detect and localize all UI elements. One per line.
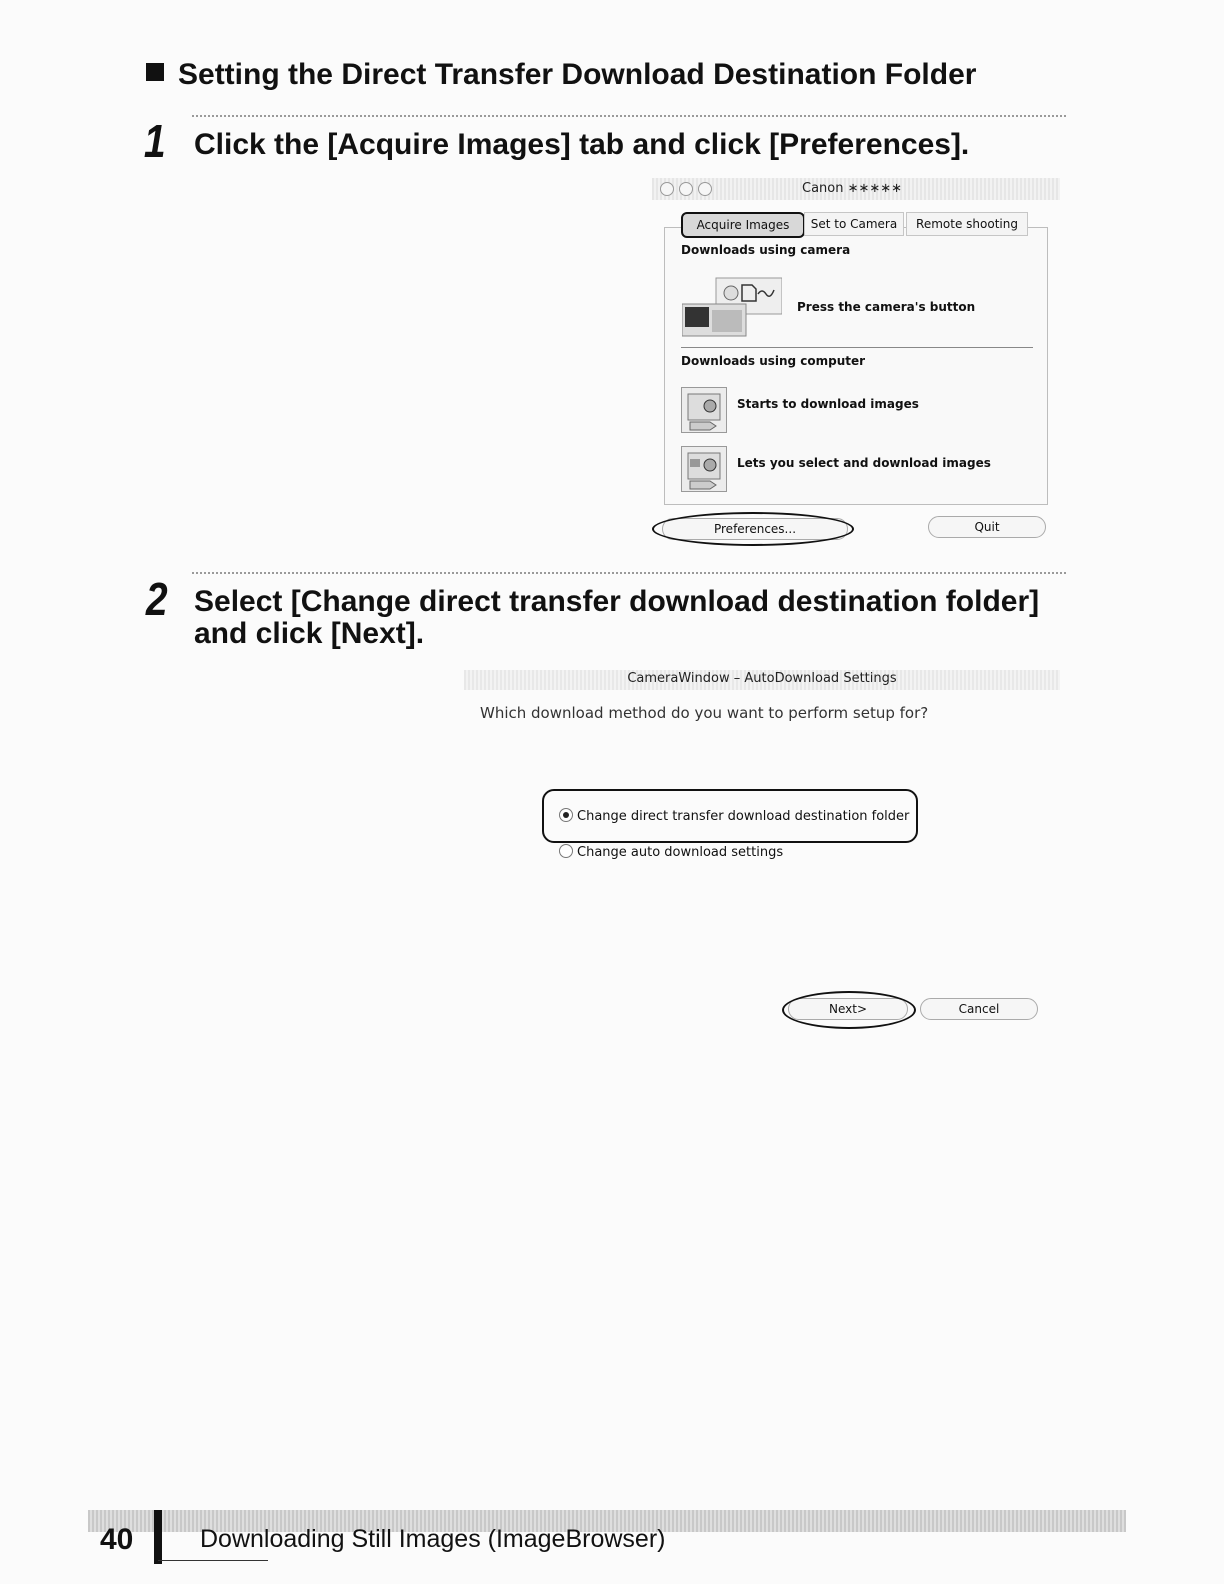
radio-selected-icon[interactable]: [559, 808, 573, 822]
tab-set-to-camera[interactable]: Set to Camera: [804, 212, 904, 236]
next-button[interactable]: Next>: [788, 998, 908, 1020]
tab-remote-shooting[interactable]: Remote shooting: [906, 212, 1028, 236]
page-number: 40: [100, 1523, 134, 1556]
camera-download-icon: [682, 276, 782, 338]
select-download-label: Lets you select and download images: [737, 456, 991, 470]
step-1-number: 1: [143, 115, 166, 167]
preferences-button[interactable]: Preferences...: [662, 518, 848, 540]
quit-button[interactable]: Quit: [928, 516, 1046, 538]
step-1-instruction: Click the [Acquire Images] tab and click [Preferences].: [194, 128, 970, 161]
window-title: Canon ∗∗∗∗∗: [802, 181, 903, 196]
zoom-window-icon[interactable]: [698, 182, 712, 196]
footer-chapter-title: Downloading Still Images (ImageBrowser): [200, 1525, 666, 1553]
step-2-line-1: Select [Change direct transfer download destination folder]: [194, 585, 1040, 618]
downloads-using-computer-heading: Downloads using computer: [681, 354, 866, 368]
option-change-auto-download[interactable]: Change auto download settings: [559, 844, 783, 860]
divider: [192, 572, 1066, 574]
close-window-icon[interactable]: [660, 182, 674, 196]
section-title: Setting the Direct Transfer Download Destination Folder: [146, 58, 976, 92]
camera-button-label: Press the camera's button: [797, 300, 976, 314]
square-bullet-icon: [146, 63, 164, 81]
tab-acquire-images[interactable]: Acquire Images: [681, 212, 805, 238]
step-2-line-2: and click [Next].: [194, 617, 425, 650]
divider: [192, 115, 1066, 117]
radio-unselected-icon[interactable]: [559, 844, 573, 858]
footer-underline: [158, 1560, 268, 1561]
starts-download-label: Starts to download images: [737, 397, 919, 411]
start-download-icon[interactable]: [681, 387, 727, 433]
step-2-number: 2: [145, 573, 168, 625]
step-2-instruction: [194, 586, 1039, 650]
cancel-button[interactable]: Cancel: [920, 998, 1038, 1020]
option-change-destination-folder[interactable]: Change direct transfer download destination folder: [559, 808, 909, 824]
divider: [681, 347, 1033, 348]
dialog-title: CameraWindow – AutoDownload Settings: [464, 670, 1060, 690]
dialog-question: Which download method do you want to perform setup for?: [480, 704, 929, 722]
highlight-circle: [782, 991, 916, 1029]
highlight-circle: [652, 512, 854, 546]
window-titlebar: [652, 178, 1060, 200]
downloads-using-camera-heading: Downloads using camera: [681, 243, 851, 257]
footer-separator: [154, 1510, 162, 1564]
select-download-icon[interactable]: [681, 446, 727, 492]
minimize-window-icon[interactable]: [679, 182, 693, 196]
